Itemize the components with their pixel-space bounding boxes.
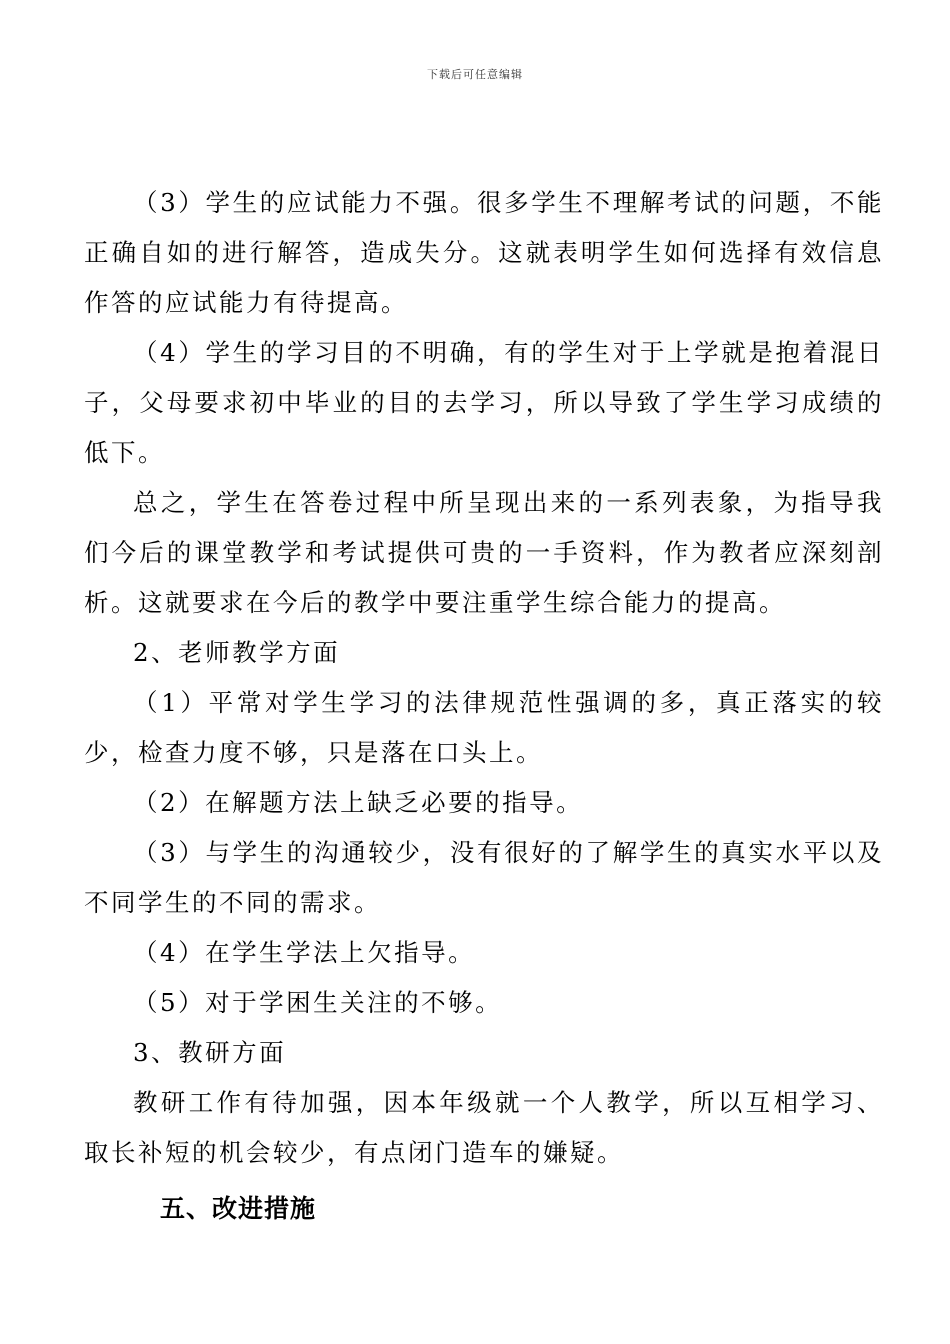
paragraph-teaching-research: 教研工作有待加强，因本年级就一个人教学，所以互相学习、取长补短的机会较少，有点闭门造车的嫌疑。 — [84, 1088, 884, 1167]
paragraph-teacher-item-4: （4）在学生学法上欠指导。 — [133, 938, 476, 967]
document-body — [84, 178, 884, 1234]
paragraph-student-exam-ability: （3）学生的应试能力不强。很多学生不理解考试的问题，不能正确自如的进行解答，造成失分。这就表明学生如何选择有效信息作答的应试能力有待提高。 — [84, 188, 884, 317]
paragraph-student-learning-goal: （4）学生的学习目的不明确，有的学生对于上学就是抱着混日子，父母要求初中毕业的目的去学习，所以导致了学生学习成绩的低下。 — [84, 338, 884, 467]
subheading-teaching-research: 3、教研方面 — [133, 1038, 287, 1067]
paragraph-teacher-item-5: （5）对于学困生关注的不够。 — [133, 988, 503, 1017]
paragraph-summary: 总之，学生在答卷过程中所呈现出来的一系列表象，为指导我们今后的课堂教学和考试提供可贵的一手资料，作为教者应深刻剖析。这就要求在今后的教学中要注重学生综合能力的提高。 — [84, 488, 884, 617]
paragraph-teacher-item-2: （2）在解题方法上缺乏必要的指导。 — [133, 788, 584, 817]
page-header: 下载后可任意编辑 — [427, 68, 523, 81]
section-heading-improvement-measures: 五、改进措施 — [160, 1194, 317, 1223]
subheading-teacher-teaching: 2、老师教学方面 — [133, 638, 341, 667]
paragraph-teacher-item-1: （1）平常对学生学习的法律规范性强调的多，真正落实的较少，检查力度不够，只是落在口头上。 — [84, 688, 884, 767]
paragraph-teacher-item-3: （3）与学生的沟通较少，没有很好的了解学生的真实水平以及不同学生的不同的需求。 — [84, 838, 884, 917]
